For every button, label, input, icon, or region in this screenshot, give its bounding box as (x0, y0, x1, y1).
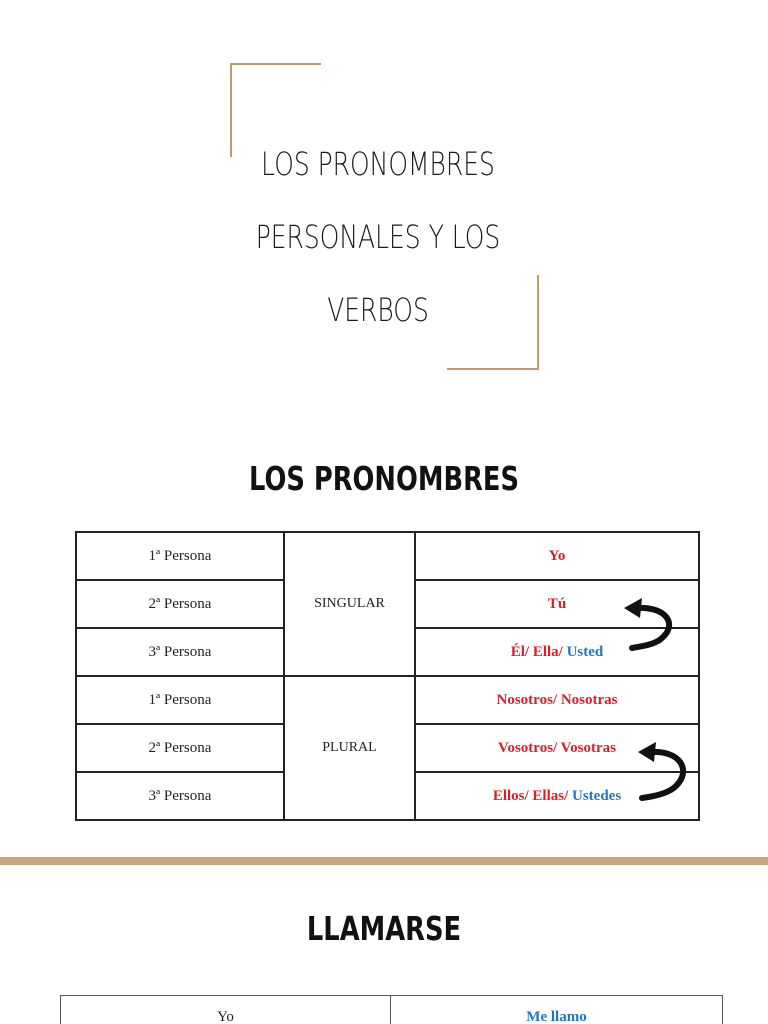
table-row (76, 676, 699, 724)
forms-cell (415, 532, 699, 580)
curved-arrow-icon (622, 594, 678, 656)
forms-red-text: Vosotros/ Vosotras (498, 739, 616, 756)
pronombres-heading: LOS PRONOMBRES (248, 459, 520, 498)
verb-cell: Me llamo (391, 996, 723, 1024)
section-divider (0, 857, 768, 865)
llamarse-table (60, 995, 723, 1024)
pronombres-table (75, 531, 700, 821)
forms-red-text: Tú (547, 595, 567, 612)
forms-red-text: Ellos/ Ellas/ (492, 787, 573, 804)
frame-top-left-horizontal (230, 63, 321, 65)
persona-cell: 3ª Persona (76, 628, 284, 676)
forms-cell (415, 676, 699, 724)
persona-cell: 3ª Persona (76, 772, 284, 820)
persona-cell: 1ª Persona (76, 532, 284, 580)
plural-cell: PLURAL (284, 676, 415, 820)
main-title (200, 128, 556, 347)
main-title-line-2: PERSONALES Y LOS (255, 218, 501, 256)
forms-red-text: Nosotros/ Nosotras (496, 691, 618, 708)
forms-blue-text: Usted (566, 643, 604, 660)
subject-cell: Yo (61, 996, 391, 1024)
persona-cell: 1ª Persona (76, 676, 284, 724)
llamarse-heading: LLAMARSE (306, 909, 462, 948)
table-row (61, 996, 723, 1024)
singular-cell: SINGULAR (284, 532, 415, 676)
forms-blue-text: Ustedes (572, 787, 622, 804)
persona-cell: 2ª Persona (76, 724, 284, 772)
curved-arrow-icon (636, 738, 692, 804)
forms-red-text: Yo (548, 547, 566, 564)
main-title-line-3: VERBOS (327, 291, 429, 329)
persona-cell: 2ª Persona (76, 580, 284, 628)
main-title-line-1: LOS PRONOMBRES (261, 145, 495, 183)
forms-red-text: Él/ Ella/ (510, 643, 567, 660)
frame-bottom-right-horizontal (447, 368, 539, 370)
table-row (76, 532, 699, 580)
